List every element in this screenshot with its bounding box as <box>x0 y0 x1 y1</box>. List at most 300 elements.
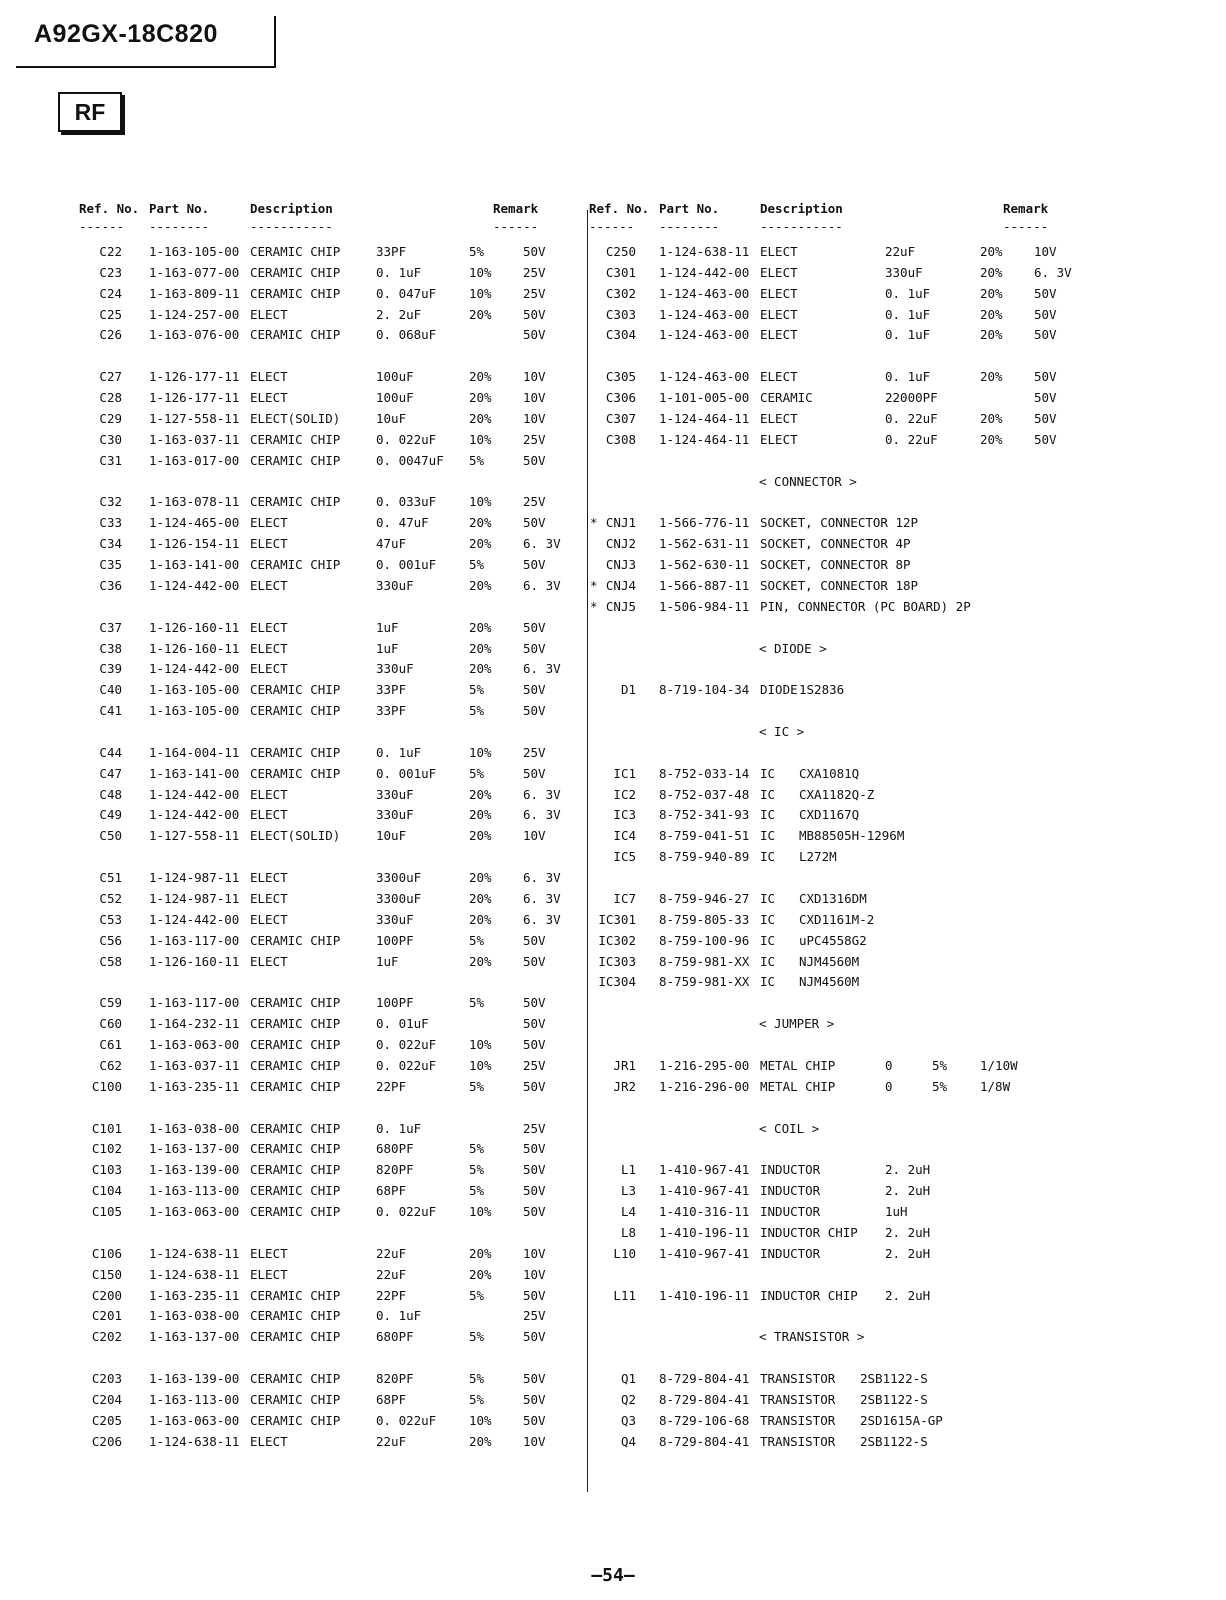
part-no: 1-163-137-00 <box>149 1141 240 1156</box>
description: CERAMIC CHIP <box>250 265 341 280</box>
ref-no: IC303 <box>598 954 636 969</box>
ref-no: C29 <box>99 411 122 426</box>
part-no: 1-562-630-11 <box>659 557 750 572</box>
type-number: MB88505H-1296M <box>799 828 905 843</box>
value: 0. 0047uF <box>376 453 444 468</box>
description: ELECT <box>250 891 288 906</box>
header-rule <box>16 66 276 68</box>
description: ELECT <box>250 369 288 384</box>
rating: 6. 3V <box>523 578 561 593</box>
tolerance: 20% <box>469 954 492 969</box>
description: CERAMIC CHIP <box>250 494 341 509</box>
ref-no: C56 <box>99 933 122 948</box>
tolerance: 20% <box>469 620 492 635</box>
ref-no: Q2 <box>620 1392 636 1407</box>
part-no: 1-216-295-00 <box>659 1058 750 1073</box>
description: CERAMIC CHIP <box>250 1121 341 1136</box>
value: 0. 22uF <box>885 411 938 426</box>
part-no: 1-163-113-00 <box>149 1392 240 1407</box>
ref-no: CNJ5 <box>605 599 636 614</box>
rating: 10V <box>523 369 546 384</box>
description: ELECT <box>760 307 798 322</box>
value: 330uF <box>376 787 414 802</box>
description: ELECT <box>250 807 288 822</box>
part-no: 1-163-235-11 <box>149 1079 240 1094</box>
ref-no: IC4 <box>613 828 636 843</box>
value: 330uF <box>376 807 414 822</box>
value: 68PF <box>376 1183 407 1198</box>
value: 47uF <box>376 536 407 551</box>
tolerance: 10% <box>469 745 492 760</box>
tolerance: 5% <box>469 1392 485 1407</box>
ref-no: IC302 <box>598 933 636 948</box>
description: ELECT <box>250 661 288 676</box>
part-no: 1-124-638-11 <box>149 1246 240 1261</box>
description: ELECT <box>250 390 288 405</box>
part-no: 1-163-137-00 <box>149 1329 240 1344</box>
ref-no: C27 <box>99 369 122 384</box>
ref-no: C53 <box>99 912 122 927</box>
header-remark: Remark <box>1003 201 1049 216</box>
value: 22uF <box>376 1246 407 1261</box>
part-no: 1-164-004-11 <box>149 745 240 760</box>
rating: 6. 3V <box>1034 265 1072 280</box>
ref-no: C50 <box>99 828 122 843</box>
tolerance: 20% <box>980 307 1003 322</box>
part-no: 8-729-804-41 <box>659 1392 750 1407</box>
value: 100PF <box>376 995 414 1010</box>
part-no: 1-163-038-00 <box>149 1121 240 1136</box>
tolerance: 20% <box>980 265 1003 280</box>
value: 0. 47uF <box>376 515 429 530</box>
tolerance: 20% <box>980 327 1003 342</box>
value: 10uF <box>376 828 407 843</box>
value: 68PF <box>376 1392 407 1407</box>
header-underline: ------ <box>1003 219 1049 234</box>
description: CERAMIC CHIP <box>250 1329 341 1344</box>
value: 1uF <box>376 954 399 969</box>
ref-no: C60 <box>99 1016 122 1031</box>
value: 0. 022uF <box>376 1058 437 1073</box>
description: IC <box>760 828 776 843</box>
model-number: A92GX-18C820 <box>34 20 218 48</box>
part-no: 1-124-442-00 <box>659 265 750 280</box>
part-no: 1-410-316-11 <box>659 1204 750 1219</box>
header-underline: -------- <box>659 219 720 234</box>
value: 22000PF <box>885 390 938 405</box>
part-no: 1-124-638-11 <box>149 1434 240 1449</box>
type-number: 1S2836 <box>799 682 845 697</box>
value: 3300uF <box>376 870 422 885</box>
ref-no: C305 <box>605 369 636 384</box>
ref-no: C307 <box>605 411 636 426</box>
ref-no: C306 <box>605 390 636 405</box>
value: 0. 1uF <box>885 286 931 301</box>
ref-no: C206 <box>91 1434 122 1449</box>
value: 330uF <box>376 578 414 593</box>
part-no: 1-163-063-00 <box>149 1037 240 1052</box>
ref-no: L3 <box>620 1183 636 1198</box>
ref-no: Q3 <box>620 1413 636 1428</box>
part-no: 1-163-037-11 <box>149 1058 240 1073</box>
description: ELECT <box>250 307 288 322</box>
value: 10uF <box>376 411 407 426</box>
part-no: 1-163-117-00 <box>149 933 240 948</box>
ref-no: C303 <box>605 307 636 322</box>
rating: 6. 3V <box>523 891 561 906</box>
ref-no: IC5 <box>613 849 636 864</box>
type-number: CXD1161M-2 <box>799 912 875 927</box>
header-part-no: Part No. <box>149 201 210 216</box>
ref-no: D1 <box>620 682 636 697</box>
description: INDUCTOR <box>760 1246 821 1261</box>
tolerance: 20% <box>980 244 1003 259</box>
description: IC <box>760 954 776 969</box>
ref-no: Q4 <box>620 1434 636 1449</box>
part-no: 8-759-805-33 <box>659 912 750 927</box>
type-number: NJM4560M <box>799 974 860 989</box>
tolerance: 10% <box>469 494 492 509</box>
value: 0. 068uF <box>376 327 437 342</box>
description: INDUCTOR CHIP <box>760 1288 858 1303</box>
description: ELECT <box>250 787 288 802</box>
value: 2. 2uH <box>885 1288 931 1303</box>
part-no: 1-124-987-11 <box>149 870 240 885</box>
description: CERAMIC CHIP <box>250 1413 341 1428</box>
tolerance: 20% <box>469 828 492 843</box>
description: CERAMIC CHIP <box>250 1079 341 1094</box>
tolerance: 10% <box>469 1204 492 1219</box>
rating: 50V <box>523 1162 546 1177</box>
ref-no: C304 <box>605 327 636 342</box>
part-no: 1-127-558-11 <box>149 411 240 426</box>
rating: 50V <box>523 954 546 969</box>
ref-no: IC301 <box>598 912 636 927</box>
tolerance: 20% <box>469 1267 492 1282</box>
part-no: 1-124-442-00 <box>149 807 240 822</box>
tolerance: 5% <box>469 1371 485 1386</box>
value: 0 <box>885 1079 893 1094</box>
part-no: 1-124-987-11 <box>149 891 240 906</box>
ref-no: C30 <box>99 432 122 447</box>
description: CERAMIC CHIP <box>250 766 341 781</box>
tolerance: 5% <box>469 766 485 781</box>
header-ref-no: Ref. No. <box>589 201 650 216</box>
ref-no: IC1 <box>613 766 636 781</box>
ref-no: C44 <box>99 745 122 760</box>
value: 0. 1uF <box>376 1121 422 1136</box>
value: 0. 01uF <box>376 1016 429 1031</box>
value: 0. 001uF <box>376 766 437 781</box>
part-no: 8-759-946-27 <box>659 891 750 906</box>
value: 33PF <box>376 244 407 259</box>
description: ELECT <box>250 1267 288 1282</box>
rating: 50V <box>523 1371 546 1386</box>
value: 2. 2uH <box>885 1183 931 1198</box>
rating: 50V <box>1034 307 1057 322</box>
part-no: 1-163-077-00 <box>149 265 240 280</box>
tolerance: 10% <box>469 1413 492 1428</box>
description: CERAMIC CHIP <box>250 682 341 697</box>
value: 0. 022uF <box>376 432 437 447</box>
value: 0. 1uF <box>376 745 422 760</box>
rating: 25V <box>523 432 546 447</box>
part-no: 8-752-033-14 <box>659 766 750 781</box>
ref-no: C32 <box>99 494 122 509</box>
description: CERAMIC CHIP <box>250 1371 341 1386</box>
rating: 10V <box>523 828 546 843</box>
tolerance: 10% <box>469 432 492 447</box>
tolerance: 10% <box>469 1058 492 1073</box>
ref-no: C28 <box>99 390 122 405</box>
header-description: Description <box>760 201 843 216</box>
rating: 50V <box>523 1204 546 1219</box>
type-number: NJM4560M <box>799 954 860 969</box>
ref-no: C48 <box>99 787 122 802</box>
ref-no: C58 <box>99 954 122 969</box>
tolerance: 20% <box>469 1246 492 1261</box>
rating: 50V <box>523 1183 546 1198</box>
ref-no: C100 <box>91 1079 122 1094</box>
tolerance: 20% <box>469 870 492 885</box>
rating: 50V <box>523 703 546 718</box>
ref-no: C38 <box>99 641 122 656</box>
section-heading: < COIL > <box>759 1121 820 1136</box>
tolerance: 20% <box>469 891 492 906</box>
tolerance: 20% <box>469 1434 492 1449</box>
ref-no: C41 <box>99 703 122 718</box>
rating: 50V <box>523 453 546 468</box>
part-no: 1-124-463-00 <box>659 369 750 384</box>
value: 330uF <box>376 661 414 676</box>
part-no: 8-759-041-51 <box>659 828 750 843</box>
value: 100PF <box>376 933 414 948</box>
value: 2. 2uH <box>885 1246 931 1261</box>
part-no: 1-124-442-00 <box>149 912 240 927</box>
rating: 50V <box>523 515 546 530</box>
ref-no: L10 <box>613 1246 636 1261</box>
rating: 25V <box>523 286 546 301</box>
description: CERAMIC CHIP <box>250 1288 341 1303</box>
header-description: Description <box>250 201 333 216</box>
rating: 25V <box>523 1308 546 1323</box>
ref-no: C22 <box>99 244 122 259</box>
type-number: 2SB1122-S <box>860 1392 928 1407</box>
ref-no: C61 <box>99 1037 122 1052</box>
part-no: 1-124-442-00 <box>149 661 240 676</box>
tolerance: 20% <box>980 411 1003 426</box>
rating: 6. 3V <box>523 661 561 676</box>
description: TRANSISTOR <box>760 1392 836 1407</box>
ref-no: C202 <box>91 1329 122 1344</box>
value: 0. 1uF <box>376 265 422 280</box>
ref-no: C103 <box>91 1162 122 1177</box>
ref-no: JR1 <box>613 1058 636 1073</box>
value: 680PF <box>376 1329 414 1344</box>
new-part-mark: * <box>590 599 598 614</box>
rating: 6. 3V <box>523 870 561 885</box>
description: CERAMIC CHIP <box>250 1162 341 1177</box>
description: CERAMIC CHIP <box>250 453 341 468</box>
ref-no: IC3 <box>613 807 636 822</box>
ref-no: IC7 <box>613 891 636 906</box>
part-no: 1-566-887-11 <box>659 578 750 593</box>
tolerance: 5% <box>469 453 485 468</box>
tolerance: 20% <box>469 390 492 405</box>
part-no: 1-163-139-00 <box>149 1162 240 1177</box>
rating: 50V <box>523 1037 546 1052</box>
value: 100uF <box>376 390 414 405</box>
part-no: 1-126-160-11 <box>149 620 240 635</box>
description: CERAMIC CHIP <box>250 1141 341 1156</box>
tolerance: 5% <box>469 244 485 259</box>
type-number: CXA1081Q <box>799 766 860 781</box>
value: 33PF <box>376 703 407 718</box>
description: ELECT <box>760 432 798 447</box>
part-no: 1-101-005-00 <box>659 390 750 405</box>
rating: 10V <box>523 1246 546 1261</box>
part-no: 1-163-141-00 <box>149 766 240 781</box>
ref-no: C250 <box>605 244 636 259</box>
part-no: 1-124-638-11 <box>659 244 750 259</box>
part-no: 1-126-160-11 <box>149 641 240 656</box>
part-no: 1-163-063-00 <box>149 1204 240 1219</box>
description: CERAMIC CHIP <box>250 745 341 760</box>
tolerance: 20% <box>469 787 492 802</box>
page-number: —54— <box>591 1565 635 1586</box>
part-no: 1-562-631-11 <box>659 536 750 551</box>
value: 820PF <box>376 1371 414 1386</box>
part-no: 1-163-809-11 <box>149 286 240 301</box>
value: 0. 1uF <box>885 369 931 384</box>
tolerance: 20% <box>469 912 492 927</box>
value: 22PF <box>376 1079 407 1094</box>
rating: 50V <box>523 1016 546 1031</box>
ref-no: C205 <box>91 1413 122 1428</box>
description: SOCKET, CONNECTOR 4P <box>760 536 911 551</box>
part-no: 1-124-464-11 <box>659 411 750 426</box>
description: ELECT <box>250 912 288 927</box>
tolerance: 20% <box>469 807 492 822</box>
rating: 50V <box>523 327 546 342</box>
new-part-mark: * <box>590 578 598 593</box>
description: ELECT <box>760 327 798 342</box>
description: INDUCTOR <box>760 1162 821 1177</box>
part-no: 1-124-257-00 <box>149 307 240 322</box>
ref-no: C102 <box>91 1141 122 1156</box>
description: CERAMIC CHIP <box>250 557 341 572</box>
description: ELECT <box>250 1246 288 1261</box>
rating: 1/8W <box>980 1079 1011 1094</box>
ref-no: C105 <box>91 1204 122 1219</box>
part-no: 1-410-967-41 <box>659 1162 750 1177</box>
description: ELECT <box>760 244 798 259</box>
part-no: 8-729-804-41 <box>659 1434 750 1449</box>
value: 330uF <box>885 265 923 280</box>
description: CERAMIC CHIP <box>250 933 341 948</box>
description: ELECT <box>250 870 288 885</box>
part-no: 1-216-296-00 <box>659 1079 750 1094</box>
rating: 50V <box>523 641 546 656</box>
ref-no: C150 <box>91 1267 122 1282</box>
description: CERAMIC CHIP <box>250 1016 341 1031</box>
description: CERAMIC CHIP <box>250 1037 341 1052</box>
description: IC <box>760 807 776 822</box>
value: 2. 2uF <box>376 307 422 322</box>
part-no: 1-163-117-00 <box>149 995 240 1010</box>
rating: 10V <box>523 390 546 405</box>
header-underline: ------ <box>493 219 539 234</box>
rating: 6. 3V <box>523 807 561 822</box>
header-rule-vertical <box>274 16 276 68</box>
ref-no: CNJ2 <box>605 536 636 551</box>
tolerance: 20% <box>469 307 492 322</box>
value: 680PF <box>376 1141 414 1156</box>
ref-no: C25 <box>99 307 122 322</box>
ref-no: JR2 <box>613 1079 636 1094</box>
section-heading: < IC > <box>759 724 805 739</box>
description: CERAMIC CHIP <box>250 995 341 1010</box>
value: 0. 22uF <box>885 432 938 447</box>
value: 0. 1uF <box>376 1308 422 1323</box>
ref-no: C301 <box>605 265 636 280</box>
description: CERAMIC CHIP <box>250 432 341 447</box>
ref-no: C23 <box>99 265 122 280</box>
rating: 50V <box>523 766 546 781</box>
rating: 25V <box>523 265 546 280</box>
value: 1uF <box>376 641 399 656</box>
part-no: 8-759-940-89 <box>659 849 750 864</box>
section-label-box: RF <box>58 92 122 132</box>
part-no: 1-163-038-00 <box>149 1308 240 1323</box>
value: 1uH <box>885 1204 908 1219</box>
ref-no: C104 <box>91 1183 122 1198</box>
header-underline: ------ <box>79 219 125 234</box>
part-no: 1-124-442-00 <box>149 787 240 802</box>
description: CERAMIC CHIP <box>250 703 341 718</box>
description: TRANSISTOR <box>760 1413 836 1428</box>
ref-no: C302 <box>605 286 636 301</box>
ref-no: C47 <box>99 766 122 781</box>
rating: 10V <box>523 1434 546 1449</box>
rating: 50V <box>523 1288 546 1303</box>
description: ELECT <box>250 1434 288 1449</box>
value: 22uF <box>885 244 916 259</box>
rating: 6. 3V <box>523 787 561 802</box>
ref-no: C203 <box>91 1371 122 1386</box>
type-number: CXD1316DM <box>799 891 867 906</box>
type-number: uPC4558G2 <box>799 933 867 948</box>
ref-no: C40 <box>99 682 122 697</box>
type-number: CXA1182Q-Z <box>799 787 875 802</box>
part-no: 1-163-235-11 <box>149 1288 240 1303</box>
part-no: 1-163-078-11 <box>149 494 240 509</box>
part-no: 1-410-967-41 <box>659 1246 750 1261</box>
value: 2. 2uH <box>885 1225 931 1240</box>
rating: 50V <box>523 620 546 635</box>
part-no: 1-127-558-11 <box>149 828 240 843</box>
value: 22PF <box>376 1288 407 1303</box>
tolerance: 20% <box>980 432 1003 447</box>
description: ELECT <box>760 265 798 280</box>
part-no: 1-124-638-11 <box>149 1267 240 1282</box>
ref-no: L11 <box>613 1288 636 1303</box>
description: IC <box>760 933 776 948</box>
description: IC <box>760 787 776 802</box>
rating: 25V <box>523 1058 546 1073</box>
rating: 50V <box>1034 390 1057 405</box>
part-no: 1-566-776-11 <box>659 515 750 530</box>
